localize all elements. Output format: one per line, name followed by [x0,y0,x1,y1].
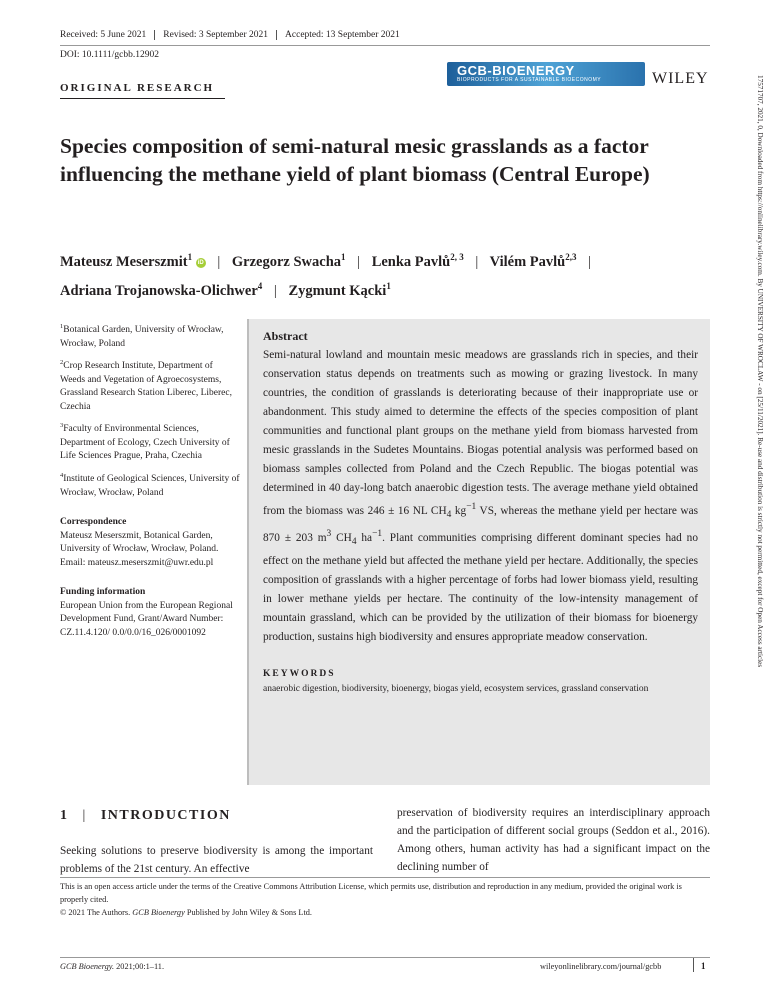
author[interactable]: Mateusz Meserszmit$^1$ [60,252,193,270]
bottom-divider [60,957,710,958]
publisher-logo[interactable]: WILEY [652,70,709,87]
affiliation: $^4$Institute of Geological Sciences, University of Wrocław, Wrocław, Poland [60,471,240,498]
received-date: Received: 5 June 2021 [60,30,155,40]
author[interactable]: Vilém Pavlů$^{2,3}$ [489,252,577,270]
affiliation: $^3$Faculty of Environmental Sciences, Department of Ecology, Czech University of Life Sciences Prague, Praha, Czechia [60,422,230,462]
author[interactable]: Adriana Trojanowska-Olichwer$^4$ [60,280,263,299]
body-text-right: preservation of biodiversity requires an interdisciplinary approach and the participation of different social groups (Seddon et al., 2016). Among others, human activity has had a significant impact on the declining number of [397,807,710,873]
author[interactable]: Zygmunt Kącki$^1$ [288,280,391,299]
keywords-heading: KEYWORDS [263,669,336,680]
orcid-icon[interactable]: iD [197,259,204,266]
header-divider [60,45,710,46]
journal-url[interactable]: wileyonlinelibrary.com/journal/gcbb [540,962,662,971]
banner-title: GCB-BIOENERGY [457,63,575,78]
affiliation: $^1$Botanical Garden, University of Wrocław, Wrocław, Poland [60,323,224,349]
section-label: ORIGINAL RESEARCH [60,82,215,94]
abstract-heading: Abstract [263,329,308,343]
banner-subtitle: BIOPRODUCTS FOR A SUSTAINABLE BIOECONOMY [457,77,602,83]
introduction-heading: 1 | INTRODUCTION [60,808,231,823]
revised-date: Revised: 3 September 2021 [155,30,277,40]
doi[interactable]: DOI: 10.1111/gcbb.12902 [60,50,159,60]
author[interactable]: Grzegorz Swacha$^1$ [231,252,346,270]
abstract-text: Semi-natural lowland and mountain mesic meadows are grasslands rich in species, and their conservation status depends on treatments such as mowing or grazing livestock. In many countries, the condition of grasslands is deteriorating because of their inappropriate use or abandonment. This study aimed to determine the effects of the species composition of plant communities and functional plant groups on the methane yield from biomass harvested from mesic grasslands in the Sudetes Mountains. Biogas potential analysis was performed based on biomass samples collected from Poland and the Czech Republic. The biogas potential was determined in 40 day-long batch anaerobic digestion tests. The average methane yield obtained from the biomass was 246 ± 16 NL $CH_4$ $kg^{-1}$ VS, whereas the methane yield per hectare was 870 ± 203 $m^3$ $CH_4$ $ha^{-1}$. Plant communities comprising different dominant species had no effect on the methane yield but affected the methane yield per hectare. Additionally, the species composition of grasslands with a higher percentage of forbs had lower biomass yield, resulting in lower methane yields per hectare. The continuity of the low-intensity management of mountain grassland, which can be provided by the utilization of their biomass for bioenergy production, sustains high biodiversity and ensures appropriate meadow conservation. [263,349,699,644]
journal-reference: GCB Bioenergy. 2021;00:1–11. [60,962,165,971]
keywords: anaerobic digestion, biodiversity, bioenergy, biogas yield, ecosystem services, grassland conservation [263,684,649,695]
affiliation: $^2$Crop Research Institute, Department of Weeds and Vegetation of Agroecosystems, Grassland Research Station Liberec, Liberec, Czechia [60,359,232,412]
article-title: Species composition of semi-natural mesic grasslands as a factor influencing the methane yield of plant biomass (Central Europe) [60,134,650,186]
download-notice-text: 17571707, 2021, 0, Downloaded from https://onlinelibrary.wiley.com. By UNIVERSITY OF WROCLAW - on [25/11/2021]. Re-use and distribution is strictly not permitted, except for Open Access articles [756,75,764,668]
footer-divider [60,877,710,878]
download-notice [742,75,764,795]
page-separator [693,958,694,972]
page-number: 1 [701,961,706,971]
affiliations-column [60,320,240,640]
funding-text: European Union from the European Regional Development Fund, Grant/Award Number: CZ.11.4.120/ 0.0/0.0/16_026/0001092 [60,600,233,638]
journal-banner-logo[interactable] [447,62,645,86]
license-notice: This is an open access article under the terms of the Creative Commons Attribution License, which permits use, distribution and reproduction in any medium, provided the original work is properly cited. © 2021 The Authors. GCB Bioenergy Published by John Wiley & Sons Ltd. [60,882,682,917]
abstract-box [247,319,710,785]
correspondence-text: Mateusz Meserszmit, Botanical Garden, University of Wrocław, Wrocław, Poland. [60,530,219,555]
body-text-left: Seeking solutions to preserve biodiversity is among the important problems of the 21st century. An effective [60,845,373,875]
correspondence-email[interactable]: Email: mateusz.meserszmit@uwr.edu.pl [60,557,214,568]
author[interactable]: Lenka Pavlů$^{2, 3}$ [371,252,464,270]
accepted-date: Accepted: 13 September 2021 [285,30,400,40]
funding-heading: Funding information [60,587,146,598]
author-list: Mateusz Meserszmit$^1$ iD | Grzegorz Swacha$^1$ | Lenka Pavlů$^{2, 3}$ | Vilém Pavlů$^{2,3}$ | Adriana Trojanowska-Olichwer$^4$ | Zygmunt Kącki$^1$ [60,252,592,299]
article-dates [60,30,408,40]
section-rule [60,98,225,99]
correspondence-heading: Correspondence [60,517,127,528]
